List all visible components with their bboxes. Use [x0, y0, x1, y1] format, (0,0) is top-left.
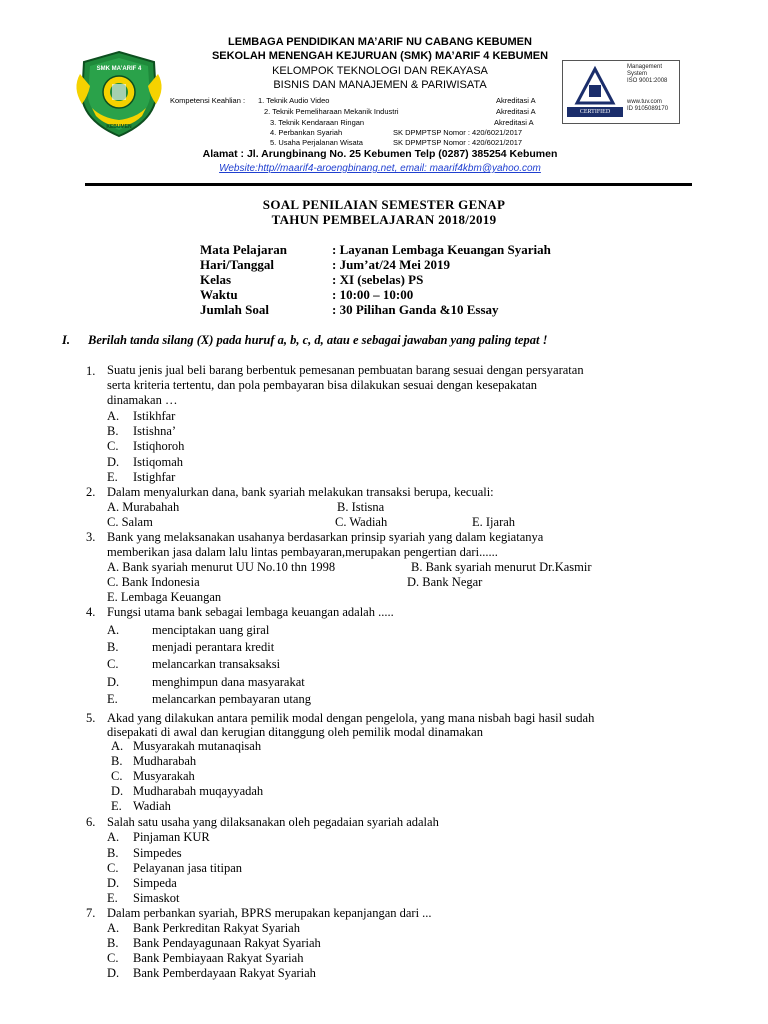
q4-option-letter: A.: [107, 623, 120, 637]
meta-label-class: Kelas: [200, 272, 232, 287]
question-6-text: Salah satu usaha yang dilaksanakan oleh pegadaian syariah adalah: [107, 815, 439, 829]
iso-certificate-badge: [562, 60, 680, 124]
kompetensi-2-status: Akreditasi A: [496, 107, 536, 116]
q4-option-c[interactable]: melancarkan transaksaksi: [152, 657, 281, 671]
q1-option-letter: E.: [107, 470, 118, 484]
q3-option-e[interactable]: E. Lembaga Keuangan: [107, 590, 222, 604]
q1-option-letter: B.: [107, 424, 119, 438]
q6-option-e[interactable]: Simaskot: [133, 891, 180, 905]
meta-value-subject: : Layanan Lembaga Keuangan Syariah: [332, 242, 551, 257]
kompetensi-label: Kompetensi Keahlian :: [170, 96, 246, 105]
meta-label-count: Jumlah Soal: [200, 302, 269, 317]
q2-option-b[interactable]: B. Istisna: [337, 500, 385, 514]
kompetensi-5-status: SK DPMPTSP Nomor : 420/6021/2017: [393, 138, 523, 147]
question-4-text: Fungsi utama bank sebagai lembaga keuangan adalah .....: [107, 605, 394, 619]
q7-option-c[interactable]: Bank Pembiayaan Rakyat Syariah: [133, 951, 304, 965]
header-divider: [85, 183, 692, 186]
q1-option-c[interactable]: Istiqhoroh: [133, 439, 185, 453]
exam-year: TAHUN PEMBELAJARAN 2018/2019: [271, 212, 497, 227]
q4-option-letter: E.: [107, 692, 118, 706]
q2-option-e[interactable]: E. Ijarah: [472, 515, 516, 529]
question-7-text: Dalam perbankan syariah, BPRS merupakan kepanjangan dari ...: [107, 906, 432, 920]
q6-option-letter: A.: [107, 830, 120, 844]
q6-option-letter: D.: [107, 876, 120, 890]
header-line-3: KELOMPOK TEKNOLOGI DAN REKAYASA: [272, 65, 488, 77]
q7-option-letter: C.: [107, 951, 119, 965]
cert-text: Management System ISO 9001:2008 www.tuv.com ID 9105089170: [627, 64, 669, 112]
logo-text-top: SMK MA’ARIF 4: [96, 66, 142, 72]
header-line-4: BISNIS DAN MANAJEMEN & PARIWISATA: [273, 79, 487, 91]
cert-badge-label: CERTIFIED: [567, 107, 623, 117]
q1-option-a[interactable]: Istikhfar: [133, 409, 176, 423]
question-5-number: 5.: [86, 711, 96, 725]
q4-option-a[interactable]: menciptakan uang giral: [152, 623, 270, 637]
exam-title: SOAL PENILAIAN SEMESTER GENAP: [262, 197, 506, 212]
q4-option-b[interactable]: menjadi perantara kredit: [152, 640, 275, 654]
question-5-text-line-1: Akad yang dilakukan antara pemilik modal dengan pengelola, yang mana nisbah bagi hasil sudah: [107, 711, 595, 725]
q6-option-letter: C.: [107, 861, 119, 875]
website-link[interactable]: Website:http//maarif4-aroengbinang.net, email: maarif4kbm@yahoo.com: [219, 163, 541, 174]
q2-option-d[interactable]: C. Wadiah: [335, 515, 388, 529]
q5-option-letter: E.: [111, 799, 122, 813]
kompetensi-4-status: SK DPMPTSP Nomor : 420/6021/2017: [393, 128, 523, 137]
q1-option-e[interactable]: Istighfar: [133, 470, 176, 484]
question-3-number: 3.: [86, 530, 96, 544]
q1-option-letter: C.: [107, 439, 119, 453]
q1-option-d[interactable]: Istiqomah: [133, 455, 183, 469]
q4-option-letter: B.: [107, 640, 119, 654]
q4-option-letter: C.: [107, 657, 119, 671]
kompetensi-1-name: 1. Teknik Audio Video: [258, 96, 330, 105]
q5-option-letter: A.: [111, 739, 124, 753]
kompetensi-5-name: 5. Usaha Perjalanan Wisata: [270, 138, 363, 147]
q5-option-letter: C.: [111, 769, 123, 783]
q5-option-d[interactable]: Mudharabah muqayyadah: [133, 784, 264, 798]
q4-option-letter: D.: [107, 675, 120, 689]
meta-value-date: : Jum’at/24 Mei 2019: [332, 257, 451, 272]
question-1-text-line-1: Suatu jenis jual beli barang berbentuk pemesanan pembuatan barang sesuai dengan persyaratan: [107, 363, 584, 377]
q5-option-letter: D.: [111, 784, 124, 798]
q3-option-a[interactable]: A. Bank syariah menurut UU No.10 thn 1998: [107, 560, 336, 574]
q7-option-letter: B.: [107, 936, 119, 950]
q7-option-letter: A.: [107, 921, 120, 935]
q6-option-b[interactable]: Simpedes: [133, 846, 182, 860]
q7-option-a[interactable]: Bank Perkreditan Rakyat Syariah: [133, 921, 300, 935]
q5-option-e[interactable]: Wadiah: [133, 799, 171, 813]
q4-option-d[interactable]: menghimpun dana masyarakat: [152, 675, 305, 689]
question-5-text-line-2: disepakati di awal dan kerugian ditanggung oleh pemilik modal dinamakan: [107, 725, 483, 739]
q3-option-d[interactable]: D. Bank Negar: [407, 575, 483, 589]
kompetensi-3-status: Akreditasi A: [494, 118, 534, 127]
q1-option-letter: D.: [107, 455, 120, 469]
instruction-text: Berilah tanda silang (X) pada huruf a, b, c, d, atau e sebagai jawaban yang paling tepat !: [88, 333, 548, 347]
question-1-number: 1.: [86, 364, 96, 378]
question-6-number: 6.: [86, 815, 96, 829]
kompetensi-4-name: 4. Perbankan Syariah: [270, 128, 343, 137]
question-2-number: 2.: [86, 485, 96, 499]
logo-text-bottom: KEBUMEN: [106, 124, 132, 130]
question-3-text-line-2: memberikan jasa dalam lalu lintas pembayaran,merupakan pengertian dari......: [107, 545, 498, 559]
kompetensi-2-name: 2. Teknik Pemeliharaan Mekanik Industri: [264, 107, 399, 116]
meta-value-count: : 30 Pilihan Ganda &10 Essay: [332, 302, 499, 317]
q6-option-a[interactable]: Pinjaman KUR: [133, 830, 210, 844]
q3-option-c[interactable]: C. Bank Indonesia: [107, 575, 200, 589]
question-1-text-line-3: dinamakan …: [107, 393, 178, 407]
meta-label-date: Hari/Tanggal: [200, 257, 274, 272]
meta-label-time: Waktu: [200, 287, 238, 302]
q2-option-a[interactable]: A. Murabahah: [107, 500, 180, 514]
q5-option-letter: B.: [111, 754, 123, 768]
q7-option-letter: D.: [107, 966, 120, 980]
question-3-text-line-1: Bank yang melaksanakan usahanya berdasarkan prinsip syariah yang dalam kegiatanya: [107, 530, 544, 544]
q4-option-e[interactable]: melancarkan pembayaran utang: [152, 692, 311, 706]
q1-option-b[interactable]: Istishna’: [133, 424, 177, 438]
q7-option-b[interactable]: Bank Pendayagunaan Rakyat Syariah: [133, 936, 321, 950]
kompetensi-3-name: 3. Teknik Kendaraan Ringan: [270, 118, 365, 127]
q6-option-letter: B.: [107, 846, 119, 860]
meta-value-class: : XI (sebelas) PS: [332, 272, 424, 287]
school-address: Alamat : Jl. Arungbinang No. 25 Kebumen Telp (0287) 385254 Kebumen: [202, 148, 558, 160]
q6-option-letter: E.: [107, 891, 118, 905]
question-2-text: Dalam menyalurkan dana, bank syariah melakukan transaksi berupa, kecuali:: [107, 485, 494, 499]
meta-value-time: : 10:00 – 10:00: [332, 287, 414, 302]
q2-option-c[interactable]: C. Salam: [107, 515, 153, 529]
q5-option-a[interactable]: Musyarakah mutanaqisah: [133, 739, 262, 753]
header-line-1: LEMBAGA PENDIDIKAN MA’ARIF NU CABANG KEBUMEN: [228, 36, 532, 48]
meta-label-subject: Mata Pelajaran: [200, 242, 288, 257]
q7-option-d[interactable]: Bank Pemberdayaan Rakyat Syariah: [133, 966, 316, 980]
q5-option-b[interactable]: Mudharabah: [133, 754, 197, 768]
question-4-number: 4.: [86, 605, 96, 619]
q1-option-letter: A.: [107, 409, 120, 423]
q6-option-c[interactable]: Pelayanan jasa titipan: [133, 861, 242, 875]
header-line-2: SEKOLAH MENENGAH KEJURUAN (SMK) MA’ARIF 4 KEBUMEN: [211, 50, 549, 62]
q3-option-b[interactable]: B. Bank syariah menurut Dr.Kasmir: [411, 560, 592, 574]
question-7-number: 7.: [86, 906, 96, 920]
q6-option-d[interactable]: Simpeda: [133, 876, 177, 890]
question-1-text-line-2: serta kriteria tertentu, dan pola pembayaran bisa dilakukan sesuai dengan kesepakatan: [107, 378, 538, 392]
kompetensi-1-status: Akreditasi A: [496, 96, 536, 105]
q5-option-c[interactable]: Musyarakah: [133, 769, 195, 783]
section-number: I.: [62, 333, 70, 347]
